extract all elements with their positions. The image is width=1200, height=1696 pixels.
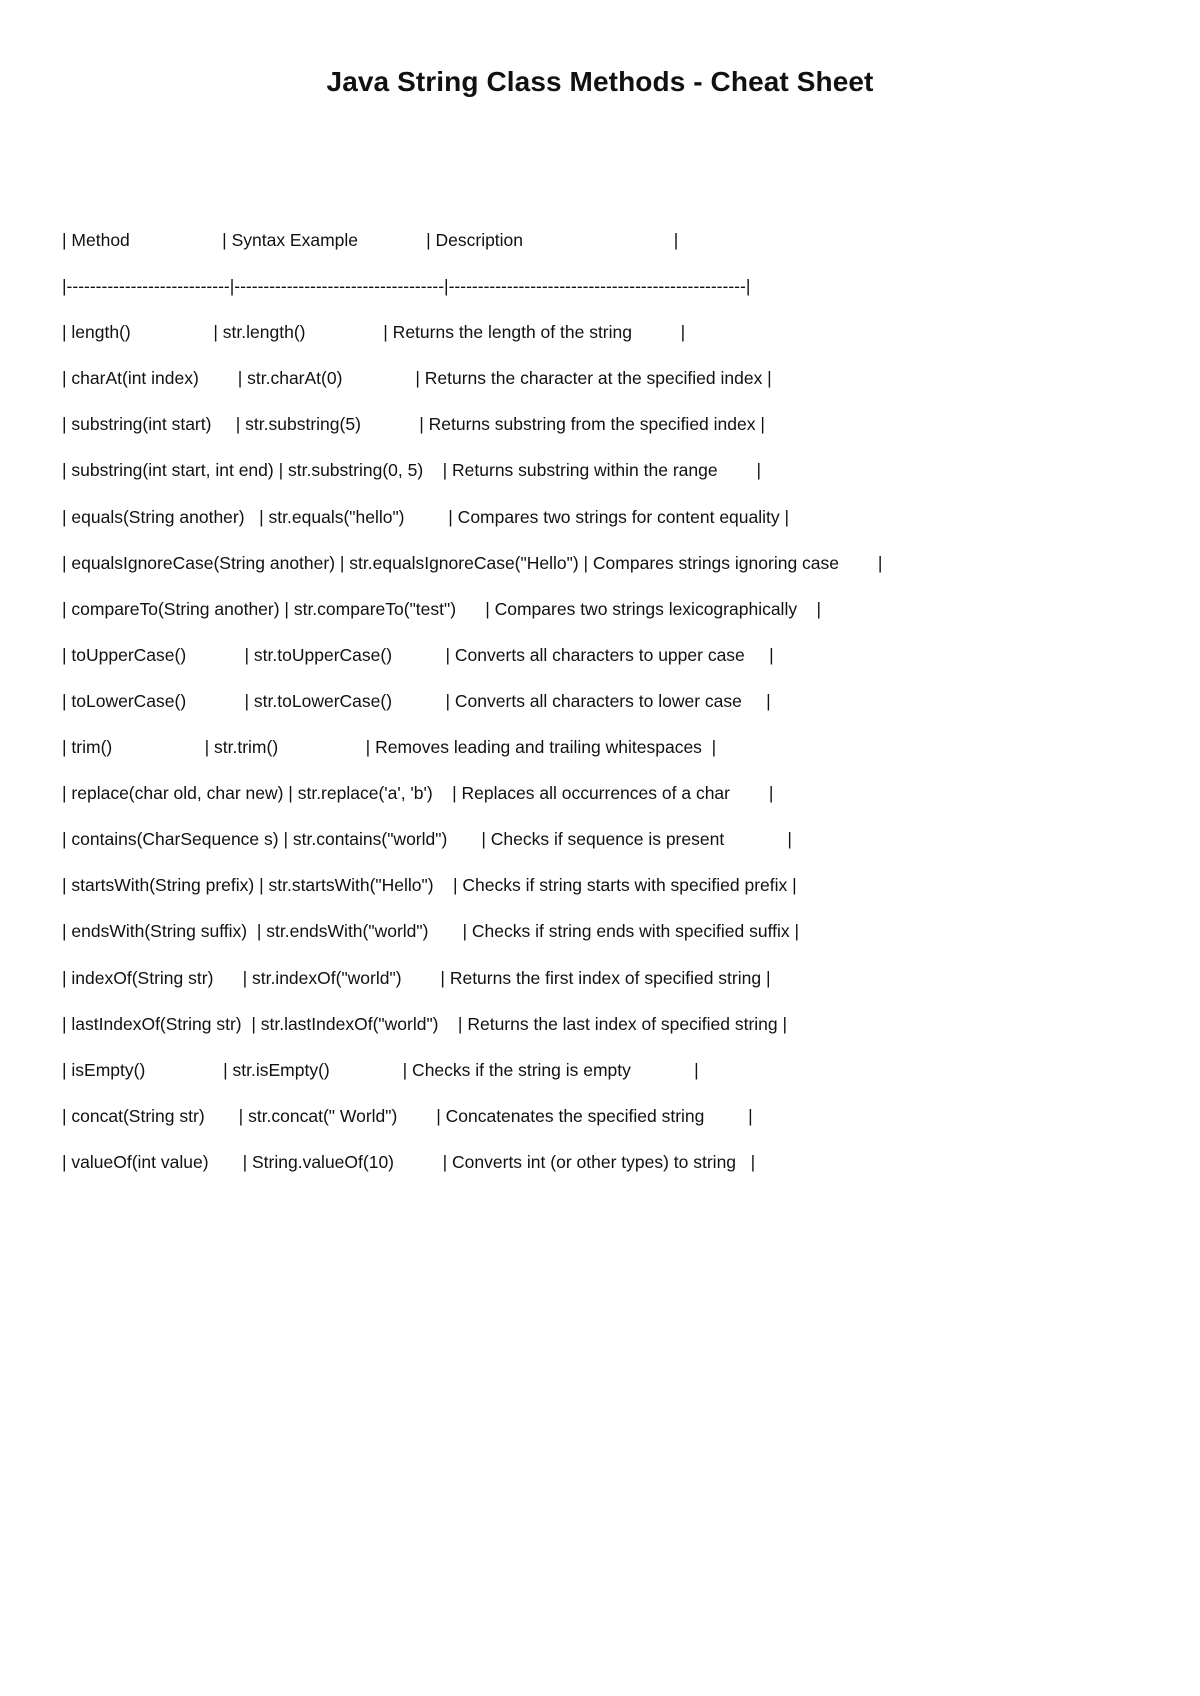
table-row: | lastIndexOf(String str) | str.lastIndexOf("world") | Returns the last index of specified string |: [62, 1013, 788, 1034]
table-row: | equals(String another) | str.equals("hello") | Compares two strings for content equality |: [62, 506, 790, 527]
table-header-line: | Method | Syntax Example | Description |: [62, 230, 679, 250]
table-row: | replace(char old, char new) | str.replace('a', 'b') | Replaces all occurrences of a char |: [62, 783, 774, 804]
table-row: | concat(String str) | str.concat(" World") | Concatenates the specified string |: [62, 1105, 753, 1126]
table-row: | equalsIgnoreCase(String another) | str.equalsIgnoreCase("Hello") | Compares strings ignoring case |: [62, 552, 883, 573]
table-row: | startsWith(String prefix) | str.startsWith("Hello") | Checks if string starts with specified prefix |: [62, 875, 797, 896]
table-row: | substring(int start, int end) | str.substring(0, 5) | Returns substring within the range |: [62, 460, 762, 481]
table-row: | toUpperCase() | str.toUpperCase() | Converts all characters to upper case |: [62, 644, 774, 665]
table-row: | trim() | str.trim() | Removes leading and trailing whitespaces |: [62, 737, 717, 758]
table-row: | length() | str.length() | Returns the length of the string |: [62, 322, 686, 343]
table-row: | charAt(int index) | str.charAt(0) | Returns the character at the specified index |: [62, 368, 772, 389]
table-row: | substring(int start) | str.substring(5) | Returns substring from the specified index |: [62, 414, 765, 435]
table-row: | isEmpty() | str.isEmpty() | Checks if the string is empty |: [62, 1059, 699, 1080]
table-row: | compareTo(String another) | str.compareTo("test") | Compares two strings lexicographically |: [62, 598, 822, 619]
table-row: | contains(CharSequence s) | str.contains("world") | Checks if sequence is present |: [62, 829, 792, 850]
table-row: | indexOf(String str) | str.indexOf("world") | Returns the first index of specified string |: [62, 967, 771, 988]
markdown-table-text: [62, 228, 882, 1196]
page-title: Java String Class Methods - Cheat Sheet: [326, 66, 874, 97]
table-row: | valueOf(int value) | String.valueOf(10) | Converts int (or other types) to string |: [62, 1151, 756, 1172]
table-row: | toLowerCase() | str.toLowerCase() | Converts all characters to lower case |: [62, 690, 771, 711]
table-separator-line: |----------------------------|------------------------------------|---------------------------------------------------|: [62, 276, 751, 297]
table-row: | endsWith(String suffix) | str.endsWith("world") | Checks if string ends with specified suffix |: [62, 921, 800, 942]
